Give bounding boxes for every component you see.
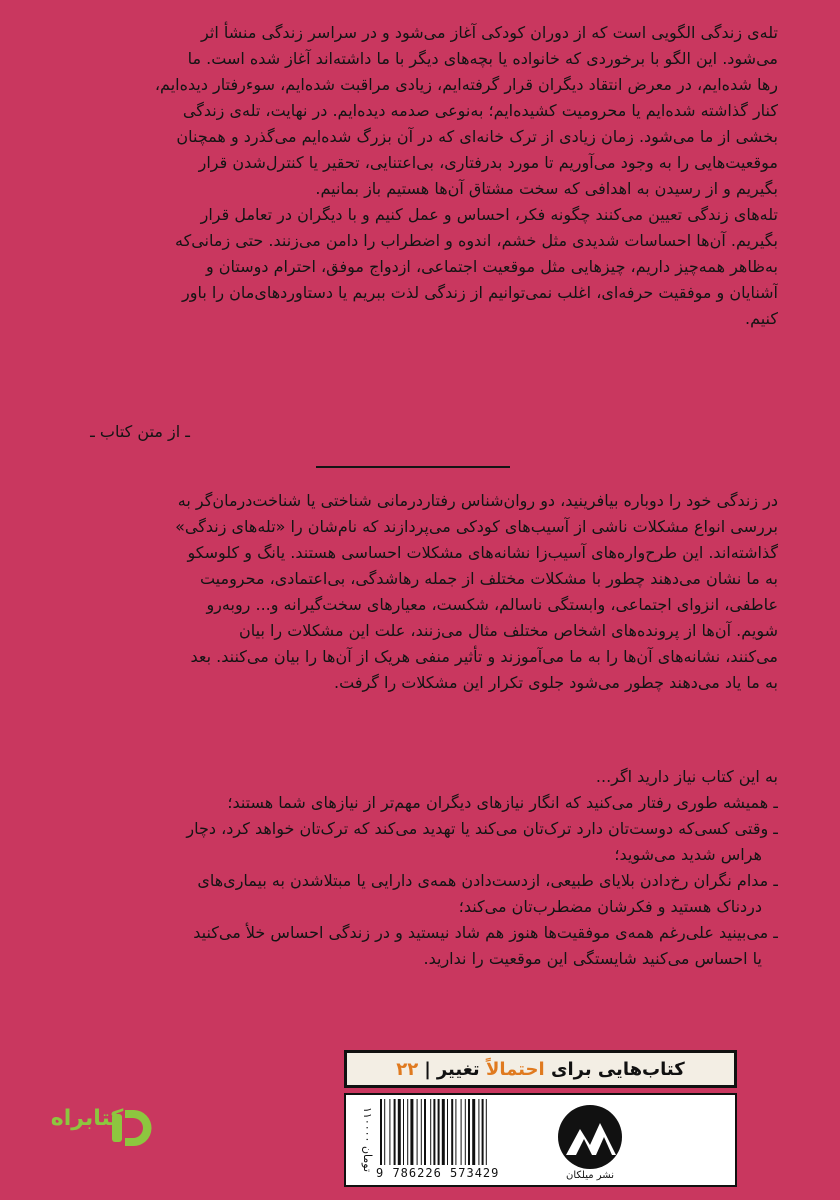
intro-line: تله‌های زندگی تعیین می‌کنند چگونه فکر، احساس و عمل کنیم و با دیگران در تعامل قرار <box>200 205 778 224</box>
isbn-number: 9 786226 573429 <box>376 1166 500 1180</box>
description-text <box>62 488 778 696</box>
list-item <box>62 790 778 816</box>
intro-text <box>62 20 778 332</box>
intro-line: بگیریم و از رسیدن به اهدافی که سخت مشتاق آن‌ها هستیم باز بمانیم. <box>315 179 778 198</box>
series-before: کتاب‌هایی برای <box>550 1058 685 1080</box>
intro-line: آشنایان و موفقیت حرفه‌ای، اغلب نمی‌توانیم از زندگی لذت ببریم یا دستاوردهای‌مان را باور <box>182 283 778 302</box>
source-note: ـ از متن کتاب ـ <box>90 422 190 441</box>
series-banner <box>344 1050 737 1088</box>
barcode <box>378 1099 541 1165</box>
publisher-name: نشر میلکان <box>566 1170 614 1181</box>
list-item-line: یا احساس می‌کنید شایستگی این موقعیت را ندارید. <box>423 949 762 968</box>
list-item-line: ـ همیشه طوری رفتار می‌کنید که انگار نیازهای دیگران مهم‌تر از نیازهای شما هستند؛ <box>227 793 778 812</box>
store-name: کتابراه <box>50 1106 124 1131</box>
list-item-line: ـ وقتی کسی‌که دوست‌تان دارد ترک‌تان می‌کند یا تهدید می‌کند که ترک‌تان خواهد کرد، دچار <box>186 819 778 838</box>
description-line: می‌کنند، نشانه‌های آن‌ها را به ما می‌آموزند و تأثیر منفی هریک از آن‌ها را بیان می‌کنند. بعد <box>190 647 778 666</box>
intro-line: رها شده‌ایم، در معرض انتقاد دیگران قرار گرفته‌ایم، زیادی مراقبت شده‌ایم، سوء‌رفتار دیده‌ایم، <box>154 75 778 94</box>
list-item-line: ـ می‌بینید علی‌رغم همه‌ی موفقیت‌ها هنوز هم شاد نیستید و در زندگی احساس خلأ می‌کنید <box>193 923 778 942</box>
list-item-line: دردناک هستید و فکرشان مضطرب‌تان می‌کند؛ <box>458 897 762 916</box>
description-line: به ما نشان می‌دهند چطور با مشکلات مختلف از جمله رهاشدگی، بی‌اعتمادی، محرومیت <box>199 569 778 588</box>
intro-line: کنیم. <box>744 309 778 328</box>
list-item <box>62 816 778 868</box>
series-number: ۲۲ <box>396 1058 419 1080</box>
series-highlight: احتمالاً <box>485 1058 545 1080</box>
description-line: به ما یاد می‌دهند چطور می‌شود جلوی تکرار این مشکلات را گرفت. <box>334 673 778 692</box>
list-item <box>62 868 778 920</box>
intro-line: تله‌ی زندگی الگویی است که از دوران کودکی آغاز می‌شود و در سراسر زندگی منشأ اثر <box>201 23 778 42</box>
intro-line: موقعیت‌هایی را به وجود می‌آوریم تا مورد بدرفتاری، بی‌اعتنایی، تحقیر یا کنترل‌شدن قرار <box>198 153 778 172</box>
intro-line: به‌ظاهر همه‌چیز داریم، چیزهایی مثل موقعیت اجتماعی، ازدواج موفق، احترام دوستان و <box>205 257 778 276</box>
list-item-line: ـ مدام نگران رخ‌دادن بلایای طبیعی، ازدست‌دادن همه‌ی دارایی یا مبتلاشدن به بیماری‌های <box>197 871 778 890</box>
section-divider <box>316 466 510 468</box>
intro-line: بگیریم. آن‌ها احساسات شدیدی مثل خشم، اندوه و اضطراب را دامن می‌زنند. حتی زمانی‌که <box>175 231 778 250</box>
needs-intro: به این کتاب نیاز دارید اگر... <box>595 767 778 786</box>
price-label: ۱۱۰۰۰۰ تومان <box>361 1107 374 1173</box>
description-line: عاطفی، انزوای اجتماعی، وابستگی ناسالم، شکست، معیارهای سخت‌گیرانه و... روبه‌رو <box>206 595 778 614</box>
intro-line: کنار گذاشته شده‌ایم یا محرومیت کشیده‌ایم؛ به‌نوعی صدمه دیده‌ایم. در نهایت، تله‌ی زندگی <box>182 101 778 120</box>
series-after: تغییر <box>436 1058 480 1080</box>
list-item-line: هراس شدید می‌شوید؛ <box>614 845 762 864</box>
intro-line: می‌شود. این الگو با برخوردی که خانواده یا بچه‌های دیگر با ما داشته‌اند آغاز شده است. ما <box>187 49 778 68</box>
description-line: گذاشته‌اند. این طرح‌واره‌های آسیب‌زا نشانه‌های مشکلات احساسی هستند. یانگ و کلوسکو <box>187 543 778 562</box>
description-line: شویم. آن‌ها از پرونده‌های اشخاص مختلف مثال می‌زنند، علت این مشکلات را بیان <box>238 621 778 640</box>
series-separator: | <box>424 1058 431 1080</box>
needs-list <box>62 764 778 972</box>
description-line: بررسی انواع مشکلات ناشی از آسیب‌های کودکی می‌پردازند که نام‌شان را «تله‌های زندگی» <box>175 517 778 536</box>
list-item <box>62 920 778 972</box>
description-line: در زندگی خود را دوباره بیافرینید، دو روان‌شناس رفتاردرمانی شناختی یا شناخت‌درمان‌گر به <box>177 491 778 510</box>
intro-line: بخشی از ما می‌شود. زمان زیادی از ترک خانه‌ای که در آن بزرگ شده‌ایم می‌گذرد و همچنان <box>176 127 778 146</box>
